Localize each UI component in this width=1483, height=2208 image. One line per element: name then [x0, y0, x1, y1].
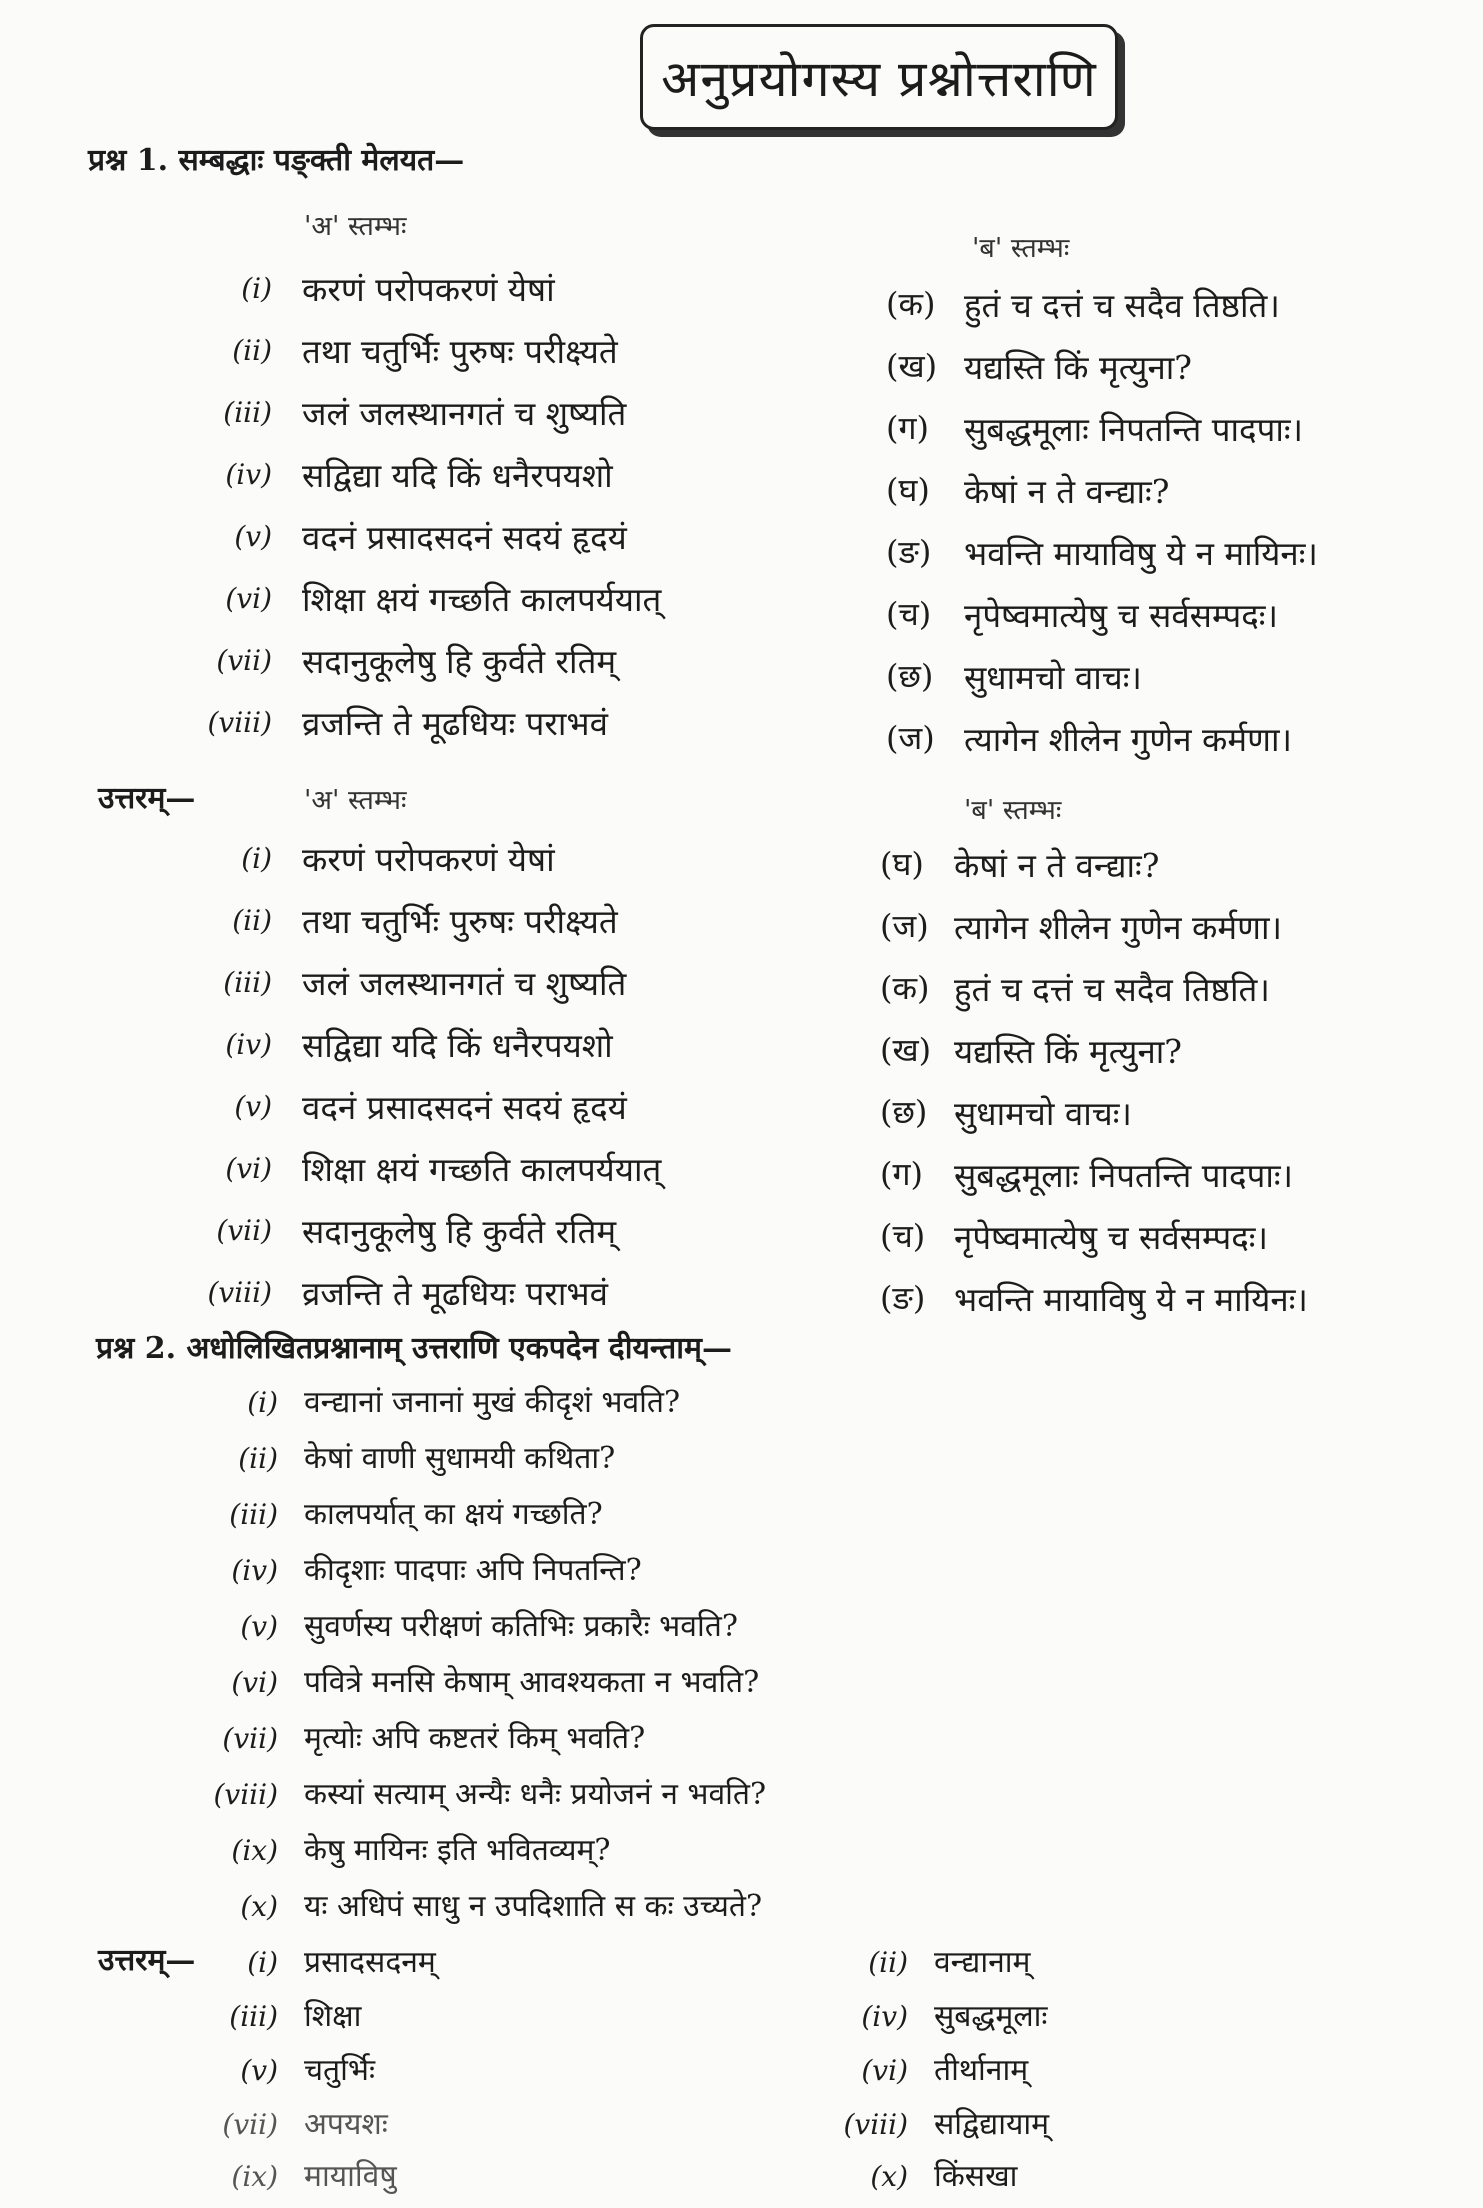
list-item [186, 1828, 1286, 1880]
list-item [186, 1380, 1286, 1432]
item-text: मृत्योः अपि कष्टतरं किम् भवति? [304, 1721, 646, 1756]
item-number: (ii) [232, 904, 272, 937]
item-letter: (क) [886, 285, 936, 323]
item-number: (iii) [229, 1498, 278, 1531]
item-text: तीर्थानाम् [934, 2053, 1029, 2088]
item-letter: (च) [880, 1217, 926, 1255]
item-text: हुतं च दत्तं च सदैव तिष्ठति। [964, 286, 1280, 325]
list-item [816, 2154, 1416, 2206]
item-text: सुबद्धमूलाः निपतन्ति पादपाः। [964, 410, 1304, 449]
item-text: वदनं प्रसादसदनं सदयं हृदयं [302, 518, 627, 557]
item-number: (v) [240, 1610, 278, 1643]
question-1-heading: प्रश्न 1. सम्बद्धाः पङ्क्ती मेलयत— [88, 143, 465, 178]
item-letter: (ज) [880, 907, 929, 945]
item-number: (vii) [222, 1722, 278, 1755]
item-number: (iii) [229, 2000, 278, 2033]
list-item [180, 1022, 880, 1074]
list-item [816, 1940, 1416, 1992]
list-item [886, 716, 1446, 768]
item-number: (viii) [207, 1276, 272, 1309]
item-text: शिक्षा क्षयं गच्छति कालपर्ययात् [302, 580, 662, 619]
item-text: केषां न ते वन्द्याः? [964, 472, 1170, 511]
item-number: (iv) [225, 1028, 272, 1061]
item-number: (i) [241, 842, 272, 875]
item-number: (vi) [225, 1152, 272, 1185]
list-item [816, 2048, 1416, 2100]
list-item [180, 898, 880, 950]
item-text: किंसखा [934, 2159, 1018, 2194]
list-item [180, 1208, 880, 1260]
item-letter: (ङ) [880, 1279, 926, 1317]
list-item [186, 2048, 786, 2100]
list-item [886, 530, 1446, 582]
item-letter: (ग) [880, 1155, 923, 1193]
list-item [180, 700, 880, 752]
list-item [186, 1884, 1286, 1936]
list-item [186, 1604, 1286, 1656]
item-text: शिक्षा [304, 1999, 362, 2034]
item-number: (vii) [216, 1214, 272, 1247]
item-letter: (ज) [886, 719, 935, 757]
item-text: चतुर्भिः [304, 2053, 376, 2088]
item-number: (i) [247, 1946, 278, 1979]
q1-answer-label: उत्तरम्— [98, 781, 196, 816]
list-item [180, 836, 880, 888]
item-text: जलं जलस्थानगतं च शुष्यति [302, 394, 627, 433]
list-item [186, 1660, 1286, 1712]
item-text: पवित्रे मनसि केषाम् आवश्यकता न भवति? [304, 1665, 760, 1700]
item-letter: (च) [886, 595, 932, 633]
item-number: (vii) [216, 644, 272, 677]
item-text: शिक्षा क्षयं गच्छति कालपर्ययात् [302, 1150, 662, 1189]
list-item [886, 282, 1446, 334]
item-text: त्यागेन शीलेन गुणेन कर्मणा। [964, 720, 1293, 759]
question-2-heading: प्रश्न 2. अधोलिखितप्रश्नानाम् उत्तराणि एकपदेन दीयन्ताम्— [96, 1331, 732, 1366]
item-text: वन्द्यानां जनानां मुखं कीदृशं भवति? [304, 1385, 681, 1420]
list-item [180, 638, 880, 690]
item-number: (v) [234, 1090, 272, 1123]
list-item [180, 390, 880, 442]
page-title-text: अनुप्रयोगस्य प्रश्नोत्तराणि [661, 50, 1097, 108]
list-item [180, 960, 880, 1012]
list-item [886, 654, 1446, 706]
item-number: (ii) [868, 1946, 908, 1979]
list-item [180, 452, 880, 504]
list-item [186, 1772, 1286, 1824]
item-text: व्रजन्ति ते मूढधियः पराभवं [302, 704, 608, 743]
item-letter: (क) [880, 969, 930, 1007]
item-number: (iv) [225, 458, 272, 491]
item-number: (vii) [222, 2108, 278, 2141]
item-text: सदानुकूलेषु हि कुर्वते रतिम् [302, 642, 617, 681]
item-number: (x) [870, 2160, 908, 2193]
list-item [880, 1152, 1440, 1204]
item-number: (iii) [223, 966, 272, 999]
item-letter: (ङ) [886, 533, 932, 571]
item-text: सद्विद्या यदि किं धनैरपयशो [302, 1026, 613, 1065]
list-item [886, 406, 1446, 458]
item-number: (viii) [213, 1778, 278, 1811]
item-text: यः अधिपं साधु न उपदिशाति स कः उच्यते? [304, 1889, 763, 1924]
item-number: (x) [240, 1890, 278, 1923]
item-text: नृपेष्वमात्येषु च सर्वसम्पदः। [954, 1218, 1268, 1257]
item-text: सद्विद्या यदि किं धनैरपयशो [302, 456, 613, 495]
list-item [186, 1548, 1286, 1600]
item-text: सुबद्धमूलाः [934, 1999, 1048, 2034]
list-item [886, 468, 1446, 520]
item-text: त्यागेन शीलेन गुणेन कर्मणा। [954, 908, 1283, 947]
item-text: सुबद्धमूलाः निपतन्ति पादपाः। [954, 1156, 1294, 1195]
list-item [880, 966, 1440, 1018]
item-letter: (घ) [886, 471, 930, 509]
list-item [880, 1090, 1440, 1142]
item-text: वन्द्यानाम् [934, 1945, 1031, 1980]
item-text: केषां न ते वन्द्याः? [954, 846, 1160, 885]
list-item [186, 1716, 1286, 1768]
list-item [186, 2154, 786, 2206]
item-number: (v) [240, 2054, 278, 2087]
item-text: करणं परोपकरणं येषां [302, 840, 555, 879]
item-text: सुधामचो वाचः। [964, 658, 1142, 697]
item-text: सुधामचो वाचः। [954, 1094, 1132, 1133]
item-text: भवन्ति मायाविषु ये न मायिनः। [964, 534, 1318, 573]
list-item [880, 1028, 1440, 1080]
item-text: सद्विद्यायाम् [934, 2107, 1050, 2142]
item-text: अपयशः [304, 2107, 388, 2142]
item-text: कालपर्यात् का क्षयं गच्छति? [304, 1497, 603, 1532]
item-number: (ii) [232, 334, 272, 367]
list-item [180, 576, 880, 628]
item-number: (iv) [861, 2000, 908, 2033]
item-text: केषु मायिनः इति भवितव्यम्? [304, 1833, 611, 1868]
item-text: करणं परोपकरणं येषां [302, 270, 555, 309]
list-item [186, 1994, 786, 2046]
item-text: केषां वाणी सुधामयी कथिता? [304, 1441, 616, 1476]
list-item [180, 514, 880, 566]
item-number: (ix) [231, 2160, 278, 2193]
list-item [180, 1146, 880, 1198]
list-item [180, 1084, 880, 1136]
item-number: (ix) [231, 1834, 278, 1867]
item-text: कस्यां सत्याम् अन्यैः धनैः प्रयोजनं न भवति? [304, 1777, 767, 1812]
item-letter: (ख) [886, 347, 938, 385]
item-number: (ii) [238, 1442, 278, 1475]
list-item [180, 266, 880, 318]
item-text: व्रजन्ति ते मूढधियः पराभवं [302, 1274, 608, 1313]
item-text: तथा चतुर्भिः पुरुषः परीक्ष्यते [302, 902, 618, 941]
item-text: नृपेष्वमात्येषु च सर्वसम्पदः। [964, 596, 1278, 635]
list-item [186, 2102, 786, 2154]
item-number: (viii) [207, 706, 272, 739]
item-number: (iv) [231, 1554, 278, 1587]
item-number: (i) [241, 272, 272, 305]
answer-column-a-heading: 'अ' स्तम्भः [304, 785, 407, 816]
item-number: (v) [234, 520, 272, 553]
item-number: (vi) [231, 1666, 278, 1699]
list-item [186, 1436, 1286, 1488]
q2-answer-label: उत्तरम्— [98, 1943, 196, 1978]
item-number: (iii) [223, 396, 272, 429]
item-number: (vi) [861, 2054, 908, 2087]
list-item [186, 1940, 786, 1992]
item-text: सदानुकूलेषु हि कुर्वते रतिम् [302, 1212, 617, 1251]
list-item [880, 904, 1440, 956]
list-item [180, 1270, 880, 1322]
item-text: मायाविषु [304, 2159, 397, 2194]
item-letter: (ग) [886, 409, 929, 447]
list-item [886, 592, 1446, 644]
list-item [880, 1214, 1440, 1266]
list-item [880, 842, 1440, 894]
item-text: हुतं च दत्तं च सदैव तिष्ठति। [954, 970, 1270, 1009]
item-number: (i) [247, 1386, 278, 1419]
item-text: जलं जलस्थानगतं च शुष्यति [302, 964, 627, 1003]
item-text: यद्यस्ति किं मृत्युना? [964, 348, 1192, 387]
item-letter: (छ) [880, 1093, 928, 1131]
item-text: प्रसादसदनम् [304, 1945, 436, 1980]
list-item [816, 2102, 1416, 2154]
column-b-heading: 'ब' स्तम्भः [972, 233, 1070, 264]
list-item [186, 1492, 1286, 1544]
column-a-heading: 'अ' स्तम्भः [304, 211, 407, 242]
list-item [880, 1276, 1440, 1328]
list-item [886, 344, 1446, 396]
item-number: (vi) [225, 582, 272, 615]
list-item [816, 1994, 1416, 2046]
item-text: सुवर्णस्य परीक्षणं कतिभिः प्रकारैः भवति? [304, 1609, 738, 1644]
page-title [640, 24, 1118, 130]
item-letter: (छ) [886, 657, 934, 695]
item-text: कीदृशाः पादपाः अपि निपतन्ति? [304, 1553, 642, 1588]
list-item [180, 328, 880, 380]
item-text: भवन्ति मायाविषु ये न मायिनः। [954, 1280, 1308, 1319]
item-text: यद्यस्ति किं मृत्युना? [954, 1032, 1182, 1071]
answer-column-b-heading: 'ब' स्तम्भः [964, 795, 1062, 826]
item-letter: (ख) [880, 1031, 932, 1069]
item-letter: (घ) [880, 845, 924, 883]
item-text: तथा चतुर्भिः पुरुषः परीक्ष्यते [302, 332, 618, 371]
item-text: वदनं प्रसादसदनं सदयं हृदयं [302, 1088, 627, 1127]
item-number: (viii) [843, 2108, 908, 2141]
